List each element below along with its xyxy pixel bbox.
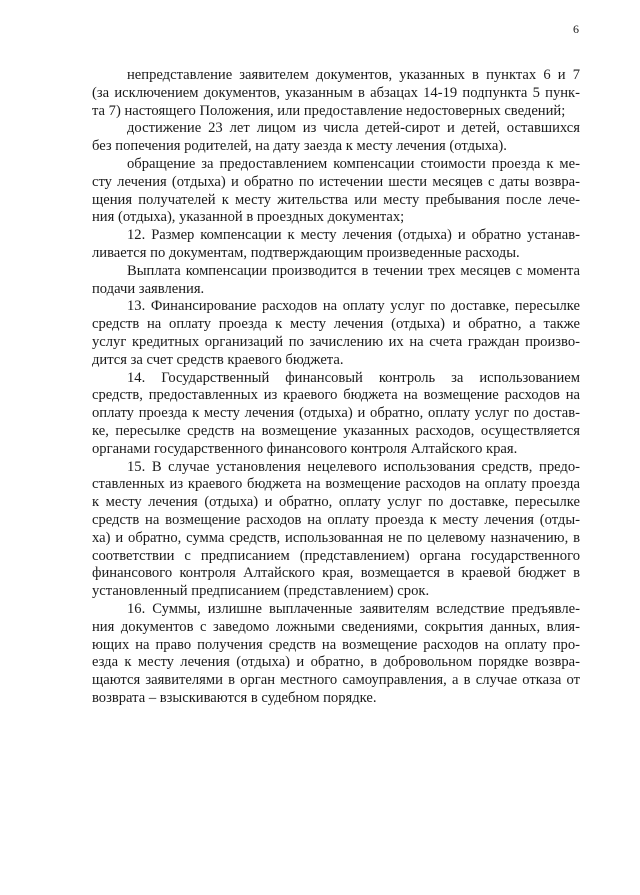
- text-line: ставленных из краевого бюджета на возмещение расходов на оплату проезда: [92, 476, 580, 493]
- text-line: соответствии с предписанием (представлением) органа государственного: [92, 547, 580, 564]
- paragraph: [92, 263, 580, 299]
- document-body: [92, 67, 580, 708]
- text-line: ха) и обратно, сумма средств, использованная не по целевому назначению, в: [92, 529, 580, 546]
- text-line: 16. Суммы, излишне выплаченные заявителям вследствие предъявле-: [127, 600, 580, 617]
- text-line: оплату проезда к месту лечения (отдыха) и обратно, оплату услуг по достав-: [92, 405, 580, 422]
- paragraph: [92, 227, 580, 263]
- text-line: щения получателей к месту жительства или месту пребывания после лече-: [92, 191, 580, 208]
- text-line: непредставление заявителем документов, указанных в пунктах 6 и 7: [127, 67, 580, 83]
- paragraph: [92, 601, 580, 708]
- text-line: 14. Государственный финансовый контроль за использованием: [127, 369, 580, 386]
- text-line: ния (отдыха), указанной в проездных документах;: [92, 209, 405, 226]
- text-line: ния документов с заведомо ложными сведениями, сокрытия данных, влия-: [92, 618, 580, 635]
- text-line: 12. Размер компенсации к месту лечения (отдыха) и обратно устанав-: [127, 227, 580, 244]
- text-line: щаются заявителями в орган местного самоуправления, а в случае отказа от: [92, 672, 580, 689]
- text-line: (за исключением документов, указанным в абзацах 14-19 подпункта 5 пунк-: [92, 84, 580, 101]
- text-line: сту лечения (отдыха) и обратно по истечении шести месяцев с даты возвра-: [92, 173, 580, 190]
- text-line: финансового контроля Алтайского края, возмещается в краевой бюджет в: [92, 565, 580, 582]
- text-line: дится за счет средств краевого бюджета.: [92, 351, 344, 368]
- text-line: возврата – взыскиваются в судебном порядке.: [92, 689, 377, 706]
- text-line: 13. Финансирование расходов на оплату услуг по доставке, пересылке: [127, 298, 580, 315]
- paragraph: [92, 156, 580, 227]
- text-line: 15. В случае установления нецелевого использования средств, предо-: [127, 458, 580, 475]
- paragraph: [92, 370, 580, 459]
- text-line: услуг кредитных организаций по зачислению их на счета граждан произво-: [92, 333, 580, 350]
- text-line: средств на возмещение расходов на оплату проезда к месту лечения (отды-: [92, 511, 580, 528]
- text-line: к месту лечения (отдыха) и обратно, оплату услуг по доставке, пересылке: [92, 494, 580, 511]
- text-line: подачи заявления.: [92, 280, 205, 297]
- text-line: та 7) настоящего Положения, или предоставление недостоверных сведений;: [92, 102, 566, 119]
- paragraph: [92, 67, 580, 120]
- text-line: обращение за предоставлением компенсации стоимости проезда к ме-: [127, 155, 580, 172]
- text-line: езда к месту лечения (отдыха) и обратно, в добровольном порядке возвра-: [92, 654, 580, 671]
- paragraph: [92, 459, 580, 601]
- text-line: ливается по документам, подтверждающим произведенные расходы.: [92, 244, 520, 261]
- text-line: средств, предоставленных из краевого бюджета на возмещение расходов на: [92, 387, 580, 404]
- text-line: Выплата компенсации производится в течении трех месяцев с момента: [127, 262, 580, 279]
- text-line: достижение 23 лет лицом из числа детей-сирот и детей, оставшихся: [127, 120, 580, 137]
- text-line: ющих на право получения средств на возмещение расходов на оплату про-: [92, 636, 580, 653]
- text-line: ке, пересылке средств на возмещение указанных расходов, осуществляется: [92, 422, 580, 439]
- text-line: средств на оплату проезда к месту лечения (отдыха) и обратно, а также: [92, 316, 580, 333]
- text-line: без попечения родителей, на дату заезда к месту лечения (отдыха).: [92, 138, 507, 155]
- text-line: установленный предписанием (представлением) срок.: [92, 583, 430, 600]
- paragraph: [92, 120, 580, 156]
- paragraph: [92, 298, 580, 369]
- text-line: органами государственного финансового контроля Алтайского края.: [92, 440, 518, 457]
- page-number: 6: [573, 22, 579, 36]
